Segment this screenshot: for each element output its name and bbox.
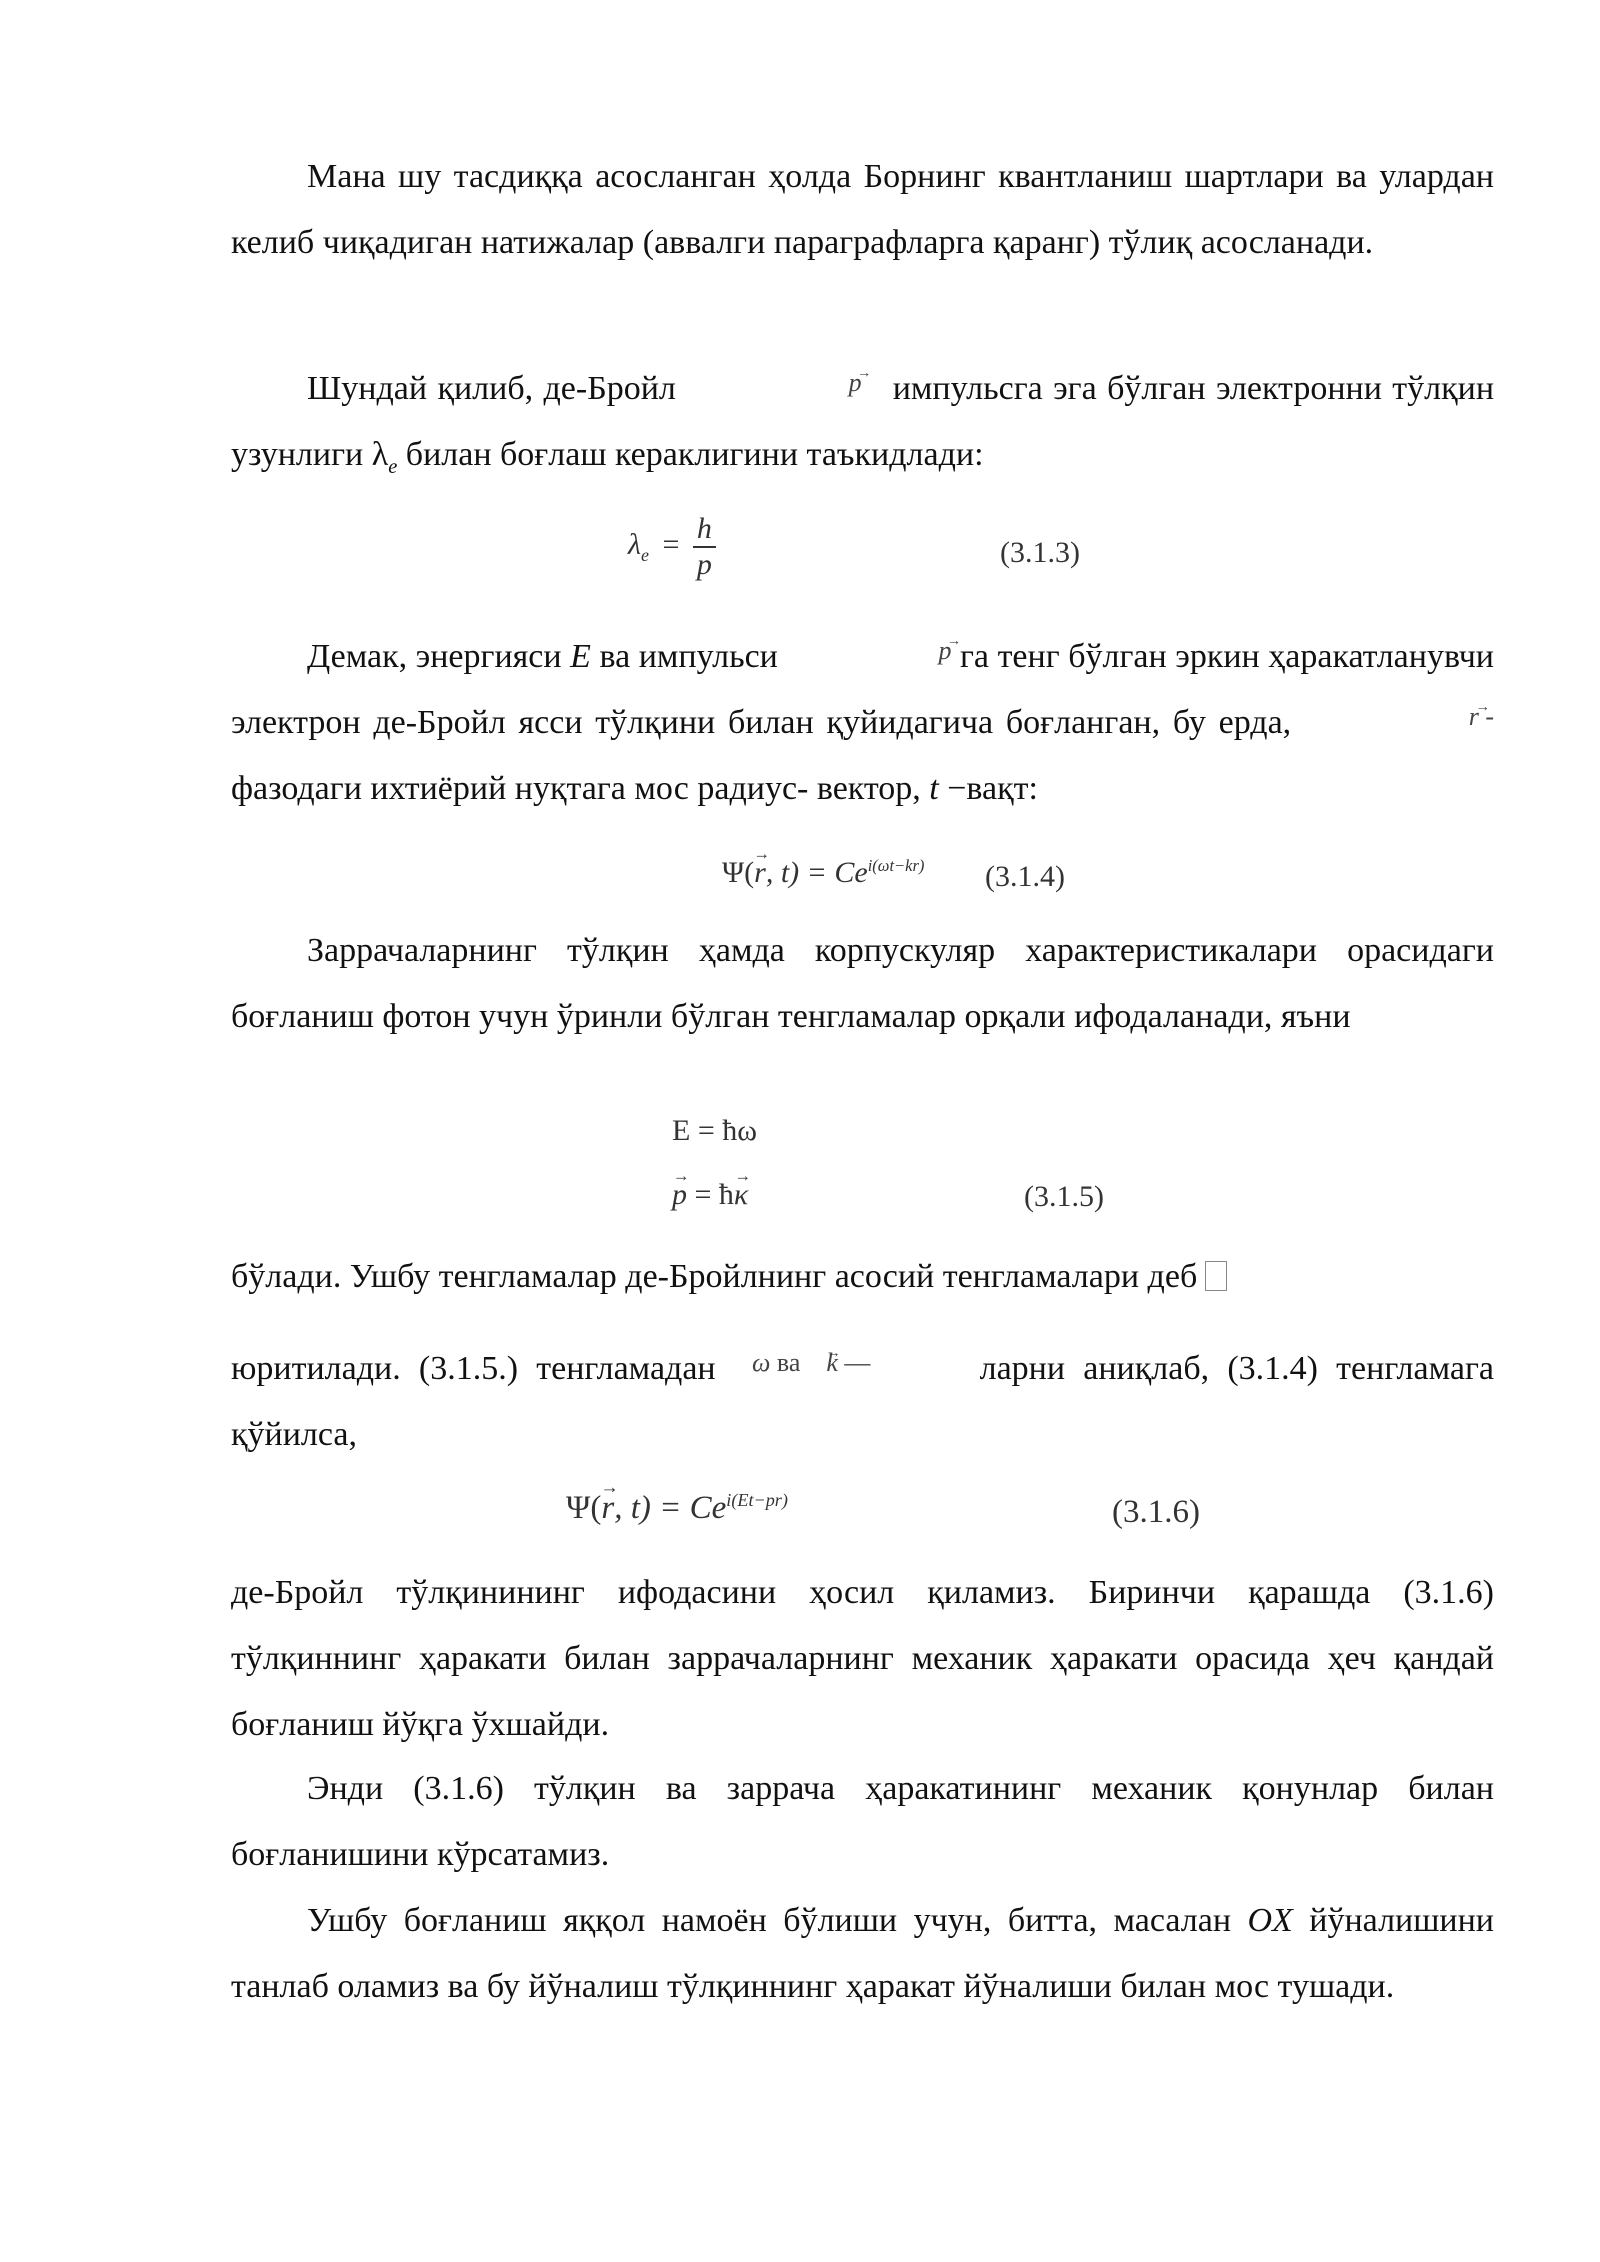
paragraph-5 [231,1244,1494,1310]
paragraph-4: Заррачаларнинг тўлқин ҳамда корпускуляр характеристикалари орасидаги боғланиш фотон учун ўринли бўлган тенгламалар орқали ифодаланади, яъни [231,932,1494,1035]
momentum-vector-symbol-2: → p [786,618,951,684]
paragraph-6 [231,1336,1494,1468]
paragraph-7: де-Бройл тўлқинининг ифодасини ҳосил қиламиз. Биринчи қарашда (3.1.6) тўлқиннинг ҳаракати билан заррачаларнинг механик ҳаракати орасида ҳеч қандай боғланиш йўқга ўхшайди. [231,1574,1494,1743]
paragraph-2-end: билан боғлаш кераклигини таъкидлади: [397,436,984,473]
radius-vector-symbol: → r - [1317,684,1494,750]
eq314-rhs: , t) = Ce [765,856,868,889]
equation-lambda: λ [628,527,641,561]
time-symbol: t [929,770,939,807]
eq316-exponent: i(Et−pr) [726,1490,788,1510]
paragraph-6-start: юритилади. (3.1.5.) тенгламадан [231,1350,716,1387]
paragraph-3 [231,624,1494,822]
paragraph-1: Мана шу тасдиққа асосланган ҳолда Борнинг квантланиш шартлари ва улардан келиб чиқадиган натижалар (аввалги параграфларга қаранг) тўлиқ асосланади. [231,158,1494,261]
equation-label-3-1-4: (3.1.4) [985,860,1065,893]
momentum-vector-symbol: → p [697,350,862,416]
paragraph-2-start: Шундай қилиб, де-Бройл [307,370,676,407]
eq314-exponent: i(ωt−kr) [867,856,925,875]
paragraph-3-part-b: ва импульси [590,638,787,675]
paragraph-3-start: Демак, энергияси [307,638,571,675]
equation-label-3-1-5: (3.1.5) [1024,1180,1104,1213]
equation-3-1-3: $\lambda_e$ = $\frac{h}{p}$ [628,512,716,582]
equation-lambda-subscript: e [641,544,649,565]
fraction-denominator: p [696,548,712,581]
paragraph-3-end: −вақт: [938,770,1038,807]
eq316-rhs: , t) = Ce [614,1490,727,1526]
paragraph-3-part-c: га тенг бўлган эркин ҳаракатланувчи электрон де-Бройл ясси тўлқини билан қуйидагича боғланган, бу ерда, [231,638,1495,741]
energy-symbol: E [570,638,591,675]
paragraph-8: Энди (3.1.6) тўлқин ва заррача ҳаракатининг механик қонунлар билан боғланишини кўрсатамиз. [231,1770,1494,1873]
paragraph-9 [231,1888,1494,2020]
eq316-psi: Ψ( [566,1490,602,1526]
eq314-psi: Ψ( [722,856,755,889]
missing-glyph-box [1205,1261,1227,1291]
lambda-subscript: e [388,455,398,478]
equation-3-1-6: Ψ(→ r, $t) = Ce^{i(Et-pr)}$ [566,1490,788,1527]
equation-label-3-1-6: (3.1.6) [1112,1494,1200,1530]
fraction-h-over-p [693,512,716,582]
equation-label-3-1-3: (3.1.3) [1000,536,1080,569]
paragraph-2 [231,356,1494,500]
paragraph-3-part-d: фазодаги ихтиёрий нуқтага мос радиус- вектор, [231,770,930,807]
paragraph-9-start: Ушбу боғланиш яққол намоён бўлиши учун, битта, масалан [307,1902,1248,1939]
paragraph-9-end: йўналишини танлаб оламиз ва бу йўналиш тўлқиннинг ҳаракат йўналиши билан мос тушади. [231,1902,1494,2005]
paragraph-5-text: бўлади. Ушбу тенгламалар де-Бройлнинг асосий тенгламалари деб [231,1258,1198,1295]
ox-axis-symbol: OX [1247,1902,1293,1939]
equation-3-1-5b: → p = ħ→ κ [672,1178,748,1212]
equation-3-1-4: Ψ(→ r, $t) = Ce^{i(\omega t-kr)}$ [722,856,924,890]
paragraph-2-middle: импульсга эга бўлган электронни тўлқин узунлиги λ [231,370,1495,473]
eq315b-rhs: = ħ [687,1178,734,1211]
paragraph-6-end: ларни аниқлаб, (3.1.4) тенгламага қўйилса, [231,1350,1495,1453]
fraction-numerator: h [693,512,716,548]
omega-k-symbols: ω ва → k — [752,1330,870,1396]
equation-3-1-5a: E = ħω [672,1114,757,1147]
